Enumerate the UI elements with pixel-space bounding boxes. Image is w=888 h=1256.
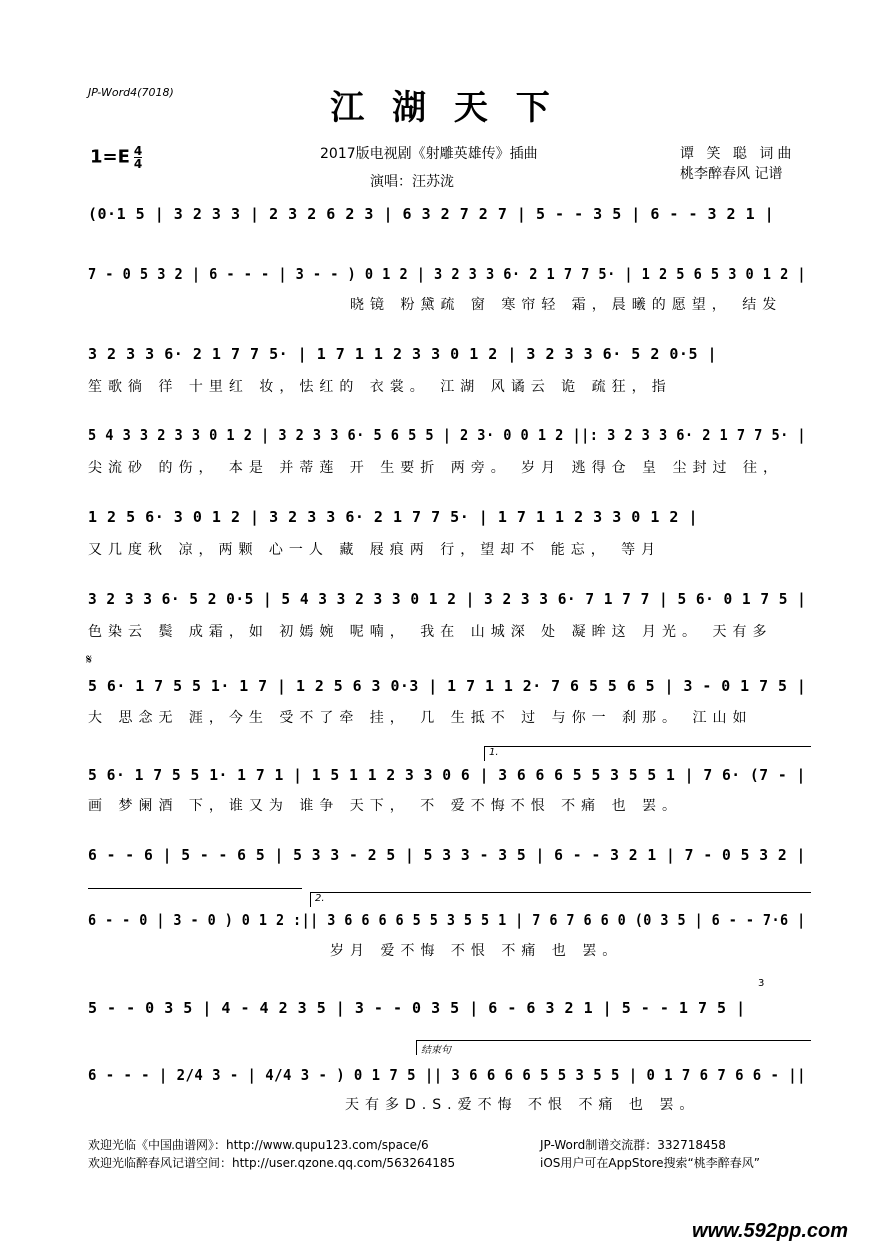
footer-link-qupu[interactable]: 欢迎光临《中国曲谱网》：http://www.qupu123.com/space/6 (88, 1138, 429, 1152)
subtitle: 2017版电视剧《射雕英雄传》插曲 (320, 146, 538, 162)
lyric-row-12: 天有多D.S.爱不悔 不恨 不痛 也 罢。 (345, 1097, 700, 1113)
score-row-6: 3 2 3 3 6· 5 2 0·5 | 5 4 3 3 2 3 3 0 1 2 | 3 2 3 3 6· 7 1 7 7 | 5 6· 0 1 7 5 | (88, 590, 807, 608)
score-row-8: 5 6· 1 7 5 5 1· 1 7 1 | 1 5 1 1 2 3 3 0 6 | 3 6 6 6 5 5 3 5 5 1 | 7 6· (7 - | (88, 766, 806, 784)
lyric-row-6: 色染云 鬓 成霜，如 初嫣婉 呢喃， 我在 山城深 处 凝眸这 月光。 天有多 (88, 624, 773, 640)
volta-2: 2. (310, 892, 811, 907)
lyric-row-7: 大 思念无 涯，今生 受不了牵 挂， 几 生抵不 过 与你一 刹那。 江山如 (88, 710, 753, 726)
transcriber: 桃李醉春风 记谱 (680, 166, 783, 182)
lyric-row-3: 笙歌徜 徉 十里红 妆，怯红的 衣裳。 江湖 风谲云 诡 疏狂，指 (88, 379, 672, 395)
time-signature (134, 145, 142, 170)
site-watermark: www.592pp.com (692, 1220, 848, 1242)
lyricist: 谭 笑 聪 词曲 (680, 146, 796, 162)
score-row-9: 6 - - 6 | 5 - - 6 5 | 5 3 3 - 2 5 | 5 3 3 - 3 5 | 6 - - 3 2 1 | 7 - 0 5 3 2 | (88, 846, 806, 864)
footer-group-info: JP-Word制谱交流群：332718458 (540, 1138, 726, 1152)
song-title: 江 湖 天 下 (330, 88, 558, 128)
score-row-12: 6 - - - | 2/4 3 - | 4/4 3 - ) 0 1 7 5 || 3 6 6 6 6 5 5 3 5 5 | 0 1 7 6 7 6 6 - || (88, 1066, 806, 1084)
volta-1-end-line (88, 888, 302, 889)
score-row-11: 5 - - 0 3 5 | 4 - 4 2 3 5 | 3 - - 0 3 5 | 6 - 6 3 2 1 | 5 - - 1 7 5 | (88, 999, 746, 1017)
segno-sign: 𝄋 (86, 652, 93, 668)
lyric-row-5: 又几度秋 凉，两颗 心一人 藏 屐痕两 行，望却不 能忘， 等月 (88, 542, 662, 558)
lyric-row-2: 晓镜 粉黛疏 窗 寒帘轻 霜，晨曦的愿望， 结发 (350, 297, 783, 313)
time-bottom: 4 (133, 157, 143, 171)
score-row-3: 3 2 3 3 6· 2 1 7 7 5· | 1 7 1 1 2 3 3 0 1 2 | 3 2 3 3 6· 5 2 0·5 | (88, 345, 718, 363)
time-top: 4 (133, 144, 143, 158)
score-row-10: 6 - - 0 | 3 - 0 ) 0 1 2 :|| 3 6 6 6 6 5 5 3 5 5 1 | 7 6 7 6 6 0 (0 3 5 | 6 - - 7·6 | (88, 911, 806, 929)
volta-1: 1. (484, 746, 811, 761)
triplet-mark: 3 (758, 978, 765, 989)
lyric-row-8: 画 梦阑酒 下，谁又为 谁争 天下， 不 爱不悔不恨 不痛 也 罢。 (88, 798, 683, 814)
score-row-1: (0·1 5 | 3 2 3 3 | 2 3 2 6 2 3 | 6 3 2 7 2 7 | 5 - - 3 5 | 6 - - 3 2 1 | (88, 205, 775, 223)
footer-ios-info: iOS用户可在AppStore搜索“桃李醉春风” (540, 1156, 760, 1170)
lyric-row-4: 尖流砂 的伤， 本是 并蒂莲 开 生要折 两旁。 岁月 逃得仓 皇 尘封过 往， (88, 460, 783, 476)
lyric-row-10: 岁月 爱不悔 不恨 不痛 也 罢。 (330, 943, 623, 959)
singer: 演唱：汪苏泷 (370, 174, 454, 190)
score-row-2: 7 - 0 5 3 2 | 6 - - - | 3 - - ) 0 1 2 | 3 2 3 3 6· 2 1 7 7 5· | 1 2 5 6 5 3 0 1 2 | (88, 265, 807, 283)
score-row-5: 1 2 5 6· 3 0 1 2 | 3 2 3 3 6· 2 1 7 7 5· | 1 7 1 1 2 3 3 0 1 2 | (88, 508, 698, 526)
footer-link-qzone[interactable]: 欢迎光临醉春风记谱空间：http://user.qzone.qq.com/563264185 (88, 1156, 456, 1170)
key-label: 1=E (90, 146, 130, 168)
software-label: JP-Word4(7018) (88, 86, 174, 99)
score-row-7: 5 6· 1 7 5 5 1· 1 7 | 1 2 5 6 3 0·3 | 1 7 1 1 2· 7 6 5 5 6 5 | 3 - 0 1 7 5 | (88, 677, 807, 695)
coda-label: 结束句 (416, 1040, 811, 1055)
key-signature (90, 145, 142, 170)
score-row-4: 5 4 3 3 2 3 3 0 1 2 | 3 2 3 3 6· 5 6 5 5 | 2 3· 0 0 1 2 ||: 3 2 3 3 6· 2 1 7 7 5· | (88, 426, 807, 444)
